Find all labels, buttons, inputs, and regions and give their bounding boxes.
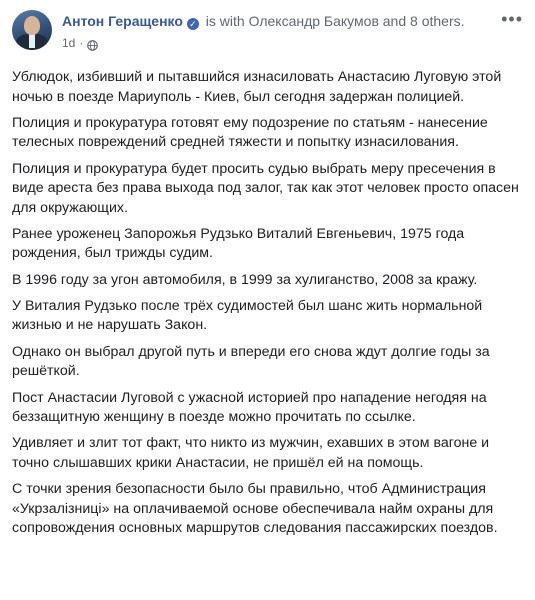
avatar-shirt [29, 34, 35, 48]
post-paragraph: Полиция и прокуратура готовят ему подозрение по статьям - нанесение телесных повреждений средней тяжести и попытку изнасилования. [12, 114, 488, 151]
globe-icon[interactable] [87, 38, 98, 49]
post-paragraph: В 1996 году за угон автомобиля, в 1999 за хулиганство, 2008 за кражу. [12, 271, 478, 288]
post-paragraph: Ублюдок, избивший и пытавшийся изнасиловать Анастасию Луговую этой ночью в поезде Мариуполь - Киев, был сегодня задержан полицией. [12, 69, 502, 105]
separator-dot: · [79, 36, 84, 50]
avatar-face [24, 16, 40, 35]
post-subtitle-line [62, 34, 523, 52]
post-paragraph: Ранее уроженец Запорожья Рудзько Виталий Евгеньевич, 1975 года рождения, был трижды судим. [12, 225, 465, 262]
author-name[interactable]: Антон Геращенко [62, 13, 183, 29]
more-options-icon[interactable]: ••• [501, 9, 523, 29]
post-paragraph: Однако он выбрал другой путь и впереди его снова ждут долгие годы за решёткой. [12, 343, 490, 380]
post-paragraph: Пост Анастасии Луговой с ужасной историей про нападение негодяя на беззащитную женщину в поезде можно прочитать по ссылке. [12, 389, 487, 426]
post-body [12, 68, 523, 539]
verified-badge-icon: ✓ [187, 18, 199, 30]
post-header [12, 10, 523, 62]
post-paragraph: У Виталия Рудзько после трёх судимостей был шанс жить нормальной жизнью и не нарушать Закон. [12, 297, 483, 334]
author-avatar[interactable] [12, 10, 52, 50]
tagged-people-text[interactable]: is with Олександр Бакумов and 8 others. [201, 13, 465, 29]
post-paragraph: С точки зрения безопасности было бы правильно, чтоб Администрация «Укрзалізниці» на оплачиваемой основе обеспечивала найм охраны для сопровождения основных маршрутов следования пассажирских поездов. [12, 481, 498, 537]
post-title-line [62, 9, 523, 30]
post-paragraph: Полиция и прокуратура будет просить судью выбрать меру пресечения в виде ареста без права выхода под залог, так как этот человек просто опасен для окружающих. [12, 160, 519, 216]
post-meta [62, 10, 523, 52]
post-timestamp[interactable]: 1d [62, 36, 76, 50]
post-paragraph: Удивляет и злит тот факт, что никто из мужчин, ехавших в этом вагоне и точно слышавших крики Анастасии, не пришёл ей на помощь. [12, 435, 490, 471]
